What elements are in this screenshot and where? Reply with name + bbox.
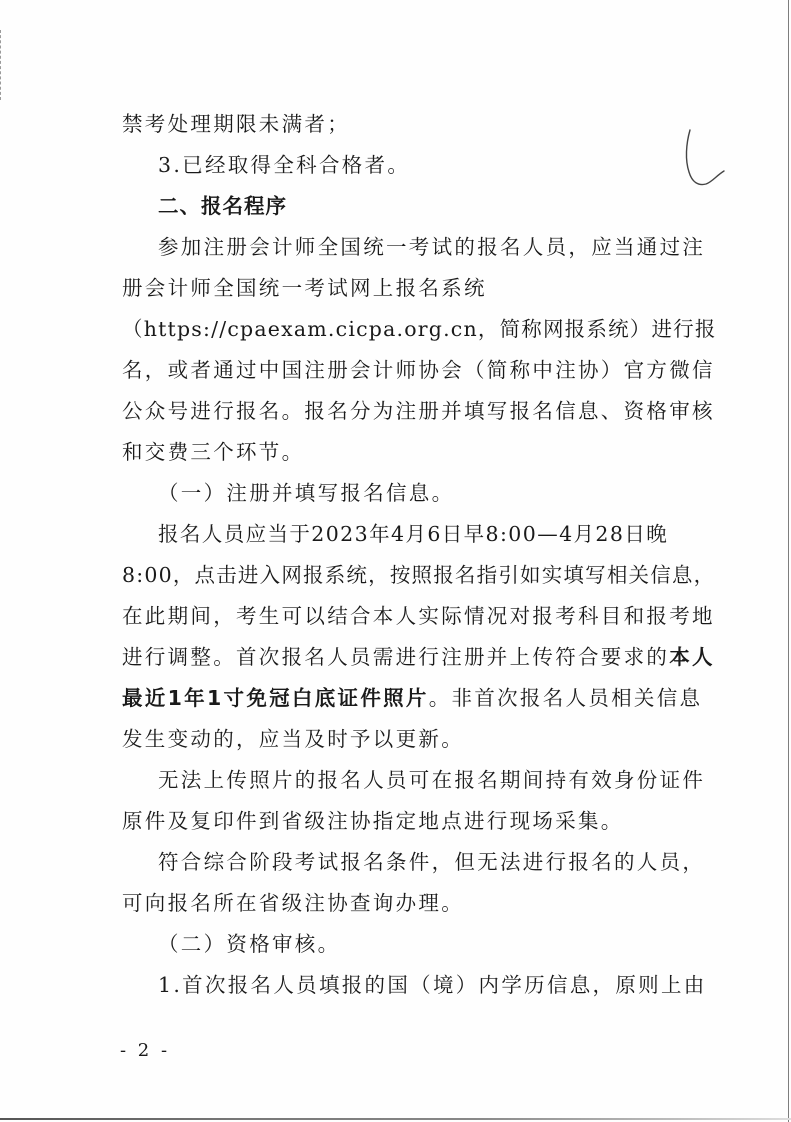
bold-text: 本人 bbox=[669, 645, 715, 669]
paragraph-line-dates: 报名人员应当于2023年4月6日早8:00—4月28日晚 bbox=[158, 522, 669, 546]
paragraph-line: 名，或者通过中国注册会计师协会（简称中注协）官方微信 bbox=[122, 358, 715, 382]
bold-text-photo-requirement: 最近1年1寸免冠白底证件照片 bbox=[122, 686, 429, 710]
scan-edge-left bbox=[0, 30, 2, 100]
subsection-heading-1: （一）注册并填写报名信息。 bbox=[158, 481, 455, 505]
text-line: 禁考处理期限未满者； bbox=[122, 112, 350, 136]
paragraph-line: 原件及复印件到省级注协指定地点进行现场采集。 bbox=[122, 809, 624, 833]
scan-edge-right bbox=[788, 0, 789, 1122]
paragraph-line: 册会计师全国统一考试网上报名系统 bbox=[122, 276, 487, 300]
section-heading-registration-procedure: 二、报名程序 bbox=[158, 194, 287, 218]
paragraph-line: 在此期间，考生可以结合本人实际情况对报考科目和报考地 bbox=[122, 604, 715, 628]
paragraph-line-mixed bbox=[122, 678, 703, 719]
scan-edge-bottom bbox=[0, 1118, 791, 1120]
paragraph-line: 和交费三个环节。 bbox=[122, 440, 305, 464]
handwritten-checkmark-icon bbox=[680, 126, 730, 190]
document-body bbox=[122, 104, 717, 1006]
paragraph-line: 8:00，点击进入网报系统，按照报名指引如实填写相关信息， bbox=[122, 563, 716, 587]
paragraph-line: 公众号进行报名。报名分为注册并填写报名信息、资格审核 bbox=[122, 399, 715, 423]
paragraph-line: 参加注册会计师全国统一考试的报名人员，应当通过注 bbox=[158, 235, 706, 259]
page-number: - 2 - bbox=[120, 1040, 171, 1061]
paragraph-line-mixed bbox=[122, 637, 715, 678]
list-item-1: 1.首次报名人员填报的国（境）内学历信息，原则上由 bbox=[158, 973, 707, 997]
subsection-heading-2: （二）资格审核。 bbox=[158, 932, 341, 956]
list-item-3: 3.已经取得全科合格者。 bbox=[158, 153, 411, 177]
paragraph-line: 符合综合阶段考试报名条件，但无法进行报名的人员， bbox=[158, 850, 706, 874]
paragraph-line: 无法上传照片的报名人员可在报名期间持有效身份证件 bbox=[158, 768, 706, 792]
paragraph-line: 发生变动的，应当及时予以更新。 bbox=[122, 727, 464, 751]
paragraph-line: 可向报名所在省级注协查询办理。 bbox=[122, 891, 464, 915]
plain-text: 进行调整。首次报名人员需进行注册并上传符合要求的 bbox=[122, 645, 670, 669]
paragraph-line-url: （https://cpaexam.cicpa.org.cn，简称网报系统）进行报 bbox=[122, 317, 717, 341]
plain-text: 。非首次报名人员相关信息 bbox=[428, 686, 703, 710]
